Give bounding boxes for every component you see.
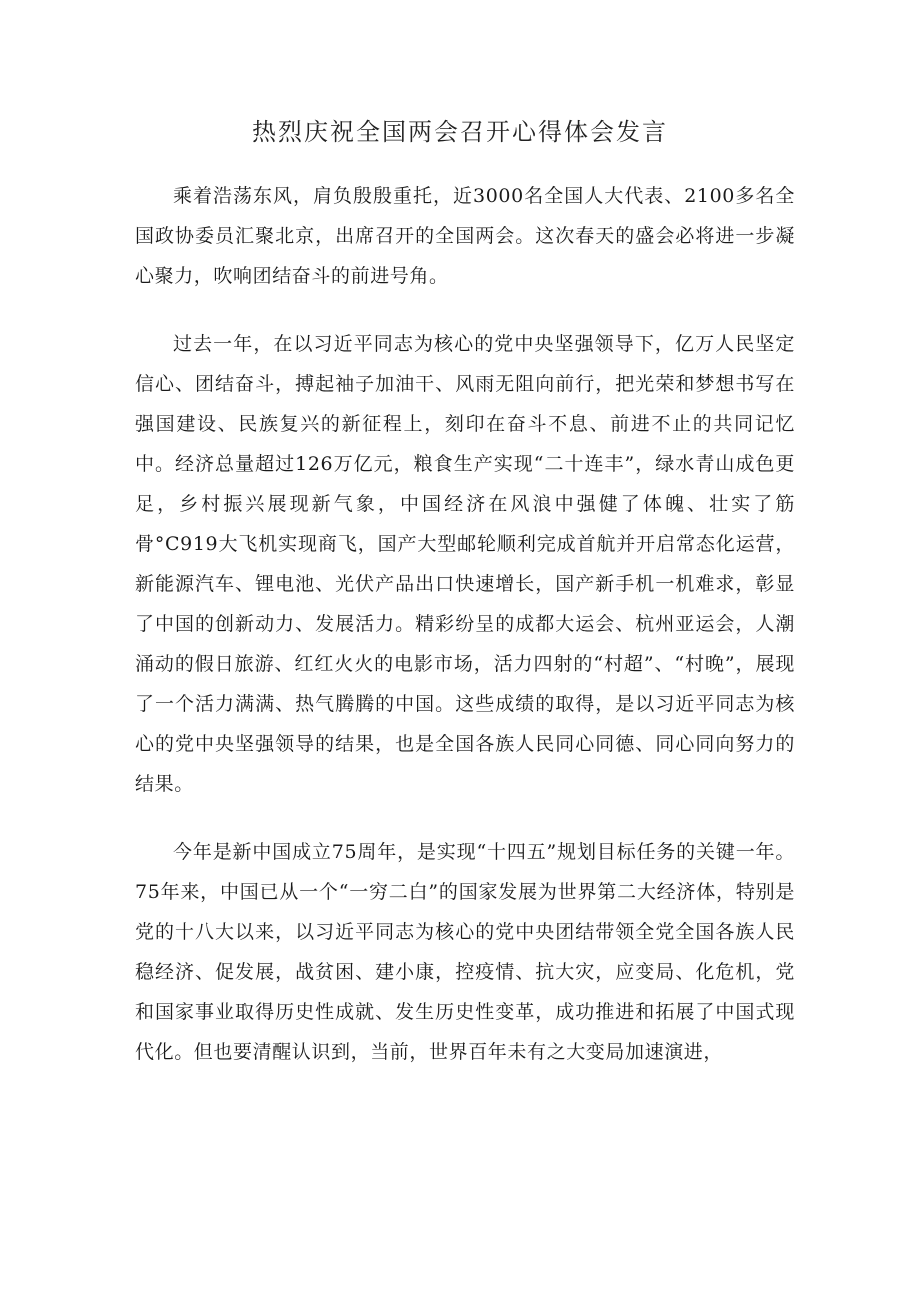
paragraph-2: 过去一年，在以习近平同志为核心的党中央坚强领导下，亿万人民坚定信心、团结奋斗，搏起袖子加油干、风雨无阻向前行，把光荣和梦想书写在强国建设、民族复兴的新征程上，刻印在奋斗不息、前进不止的共同记忆中。经济总量超过126万亿元，粮食生产实现“二十连丰”，绿水青山成色更足，乡村振兴展现新气象，中国经济在风浪中强健了体魄、壮实了筋骨°C919大飞机实现商飞，国产大型邮轮顺利完成首航并开启常态化运营，新能源汽车、锂电池、光伏产品出口快速增长，国产新手机一机难求，彰显了中国的创新动力、发展活力。精彩纷呈的成都大运会、杭州亚运会，人潮涌动的假日旅游、红红火火的电影市场，活力四射的“村超”、“村晚”，展现了一个活力满满、热气腾腾的中国。这些成绩的取得，是以习近平同志为核心的党中央坚强领导的结果，也是全国各族人民同心同德、同心同向努力的结果。 [135, 333, 795, 795]
paragraph-1: 乘着浩荡东风，肩负殷殷重托，近3000名全国人大代表、2100多名全国政协委员汇聚北京，出席召开的全国两会。这次春天的盛会必将进一步凝心聚力，吹响团结奋斗的前进号角。 [135, 185, 795, 287]
paragraph-3: 今年是新中国成立75周年，是实现“十四五”规划目标任务的关键一年。75年来，中国已从一个“一穷二白”的国家发展为世界第二大经济体，特别是党的十八大以来，以习近平同志为核心的党中央团结带领全党全国各族人民稳经济、促发展，战贫困、建小康，控疫情、抗大灾，应变局、化危机，党和国家事业取得历史性成就、发生历史性变革，成功推进和拓展了中国式现代化。但也要清醒认识到，当前，世界百年未有之大变局加速演进， [135, 841, 795, 1063]
document-body [135, 176, 795, 1100]
document-title: 热烈庆祝全国两会召开心得体会发言 [252, 118, 668, 146]
